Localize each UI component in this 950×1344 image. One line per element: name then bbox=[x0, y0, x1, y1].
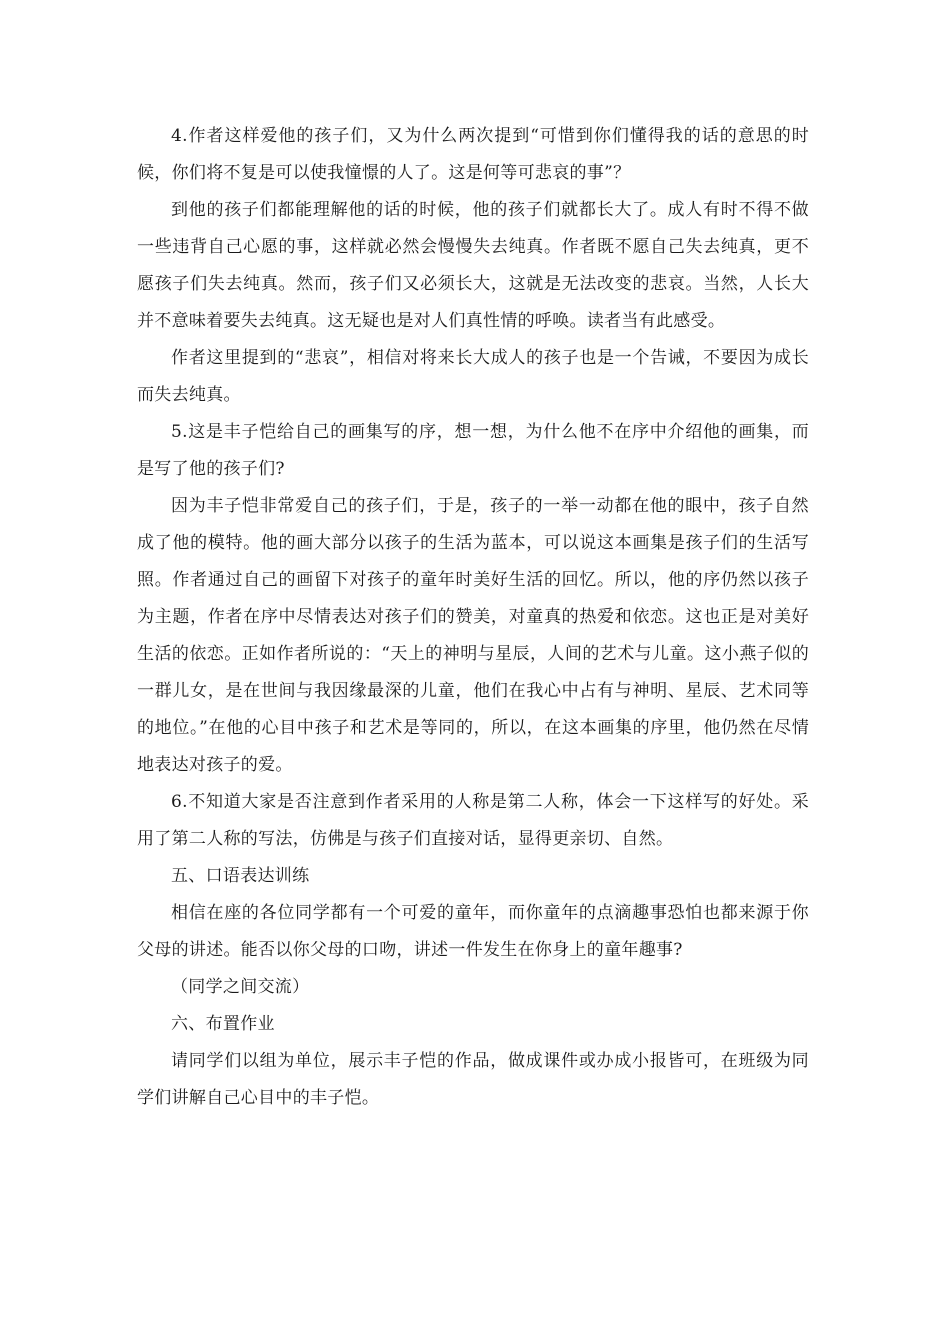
homework-paragraph: 请同学们以组为单位，展示丰子恺的作品，做成课件或办成小报皆可，在班级为同学们讲解自己心目中的丰子恺。 bbox=[137, 1051, 809, 1108]
section-heading-homework: 六、布置作业 bbox=[171, 1014, 275, 1034]
oral-training-paragraph: 相信在座的各位同学都有一个可爱的童年，而你童年的点滴趣事恐怕也都来源于你父母的讲述。能否以你父母的口吻，讲述一件发生在你身上的童年趣事? bbox=[137, 903, 809, 960]
answer-5-paragraph: 因为丰子恺非常爱自己的孩子们，于是，孩子的一举一动都在他的眼中，孩子自然成了他的模特。他的画大部分以孩子的生活为蓝本，可以说这本画集是孩子们的生活写照。作者通过自己的画留下对孩子的童年时美好生活的回忆。所以，他的序仍然以孩子为主题，作者在序中尽情表达对孩子们的赞美，对童真的热爱和依恋。这也正是对美好生活的依恋。正如作者所说的：“天上的神明与星辰，人间的艺术与儿童。这小燕子似的一群儿女，是在世间与我因缘最深的儿童，他们在我心中占有与神明、星辰、艺术同等的地位。”在他的心目中孩子和艺术是等同的，所以，在这本画集的序里，他仍然在尽情地表达对孩子的爱。 bbox=[137, 496, 809, 775]
question-6-paragraph: 6.不知道大家是否注意到作者采用的人称是第二人称，体会一下这样写的好处。采用了第二人称的写法，仿佛是与孩子们直接对话，显得更亲切、自然。 bbox=[137, 792, 809, 849]
question-4-paragraph: 4.作者这样爱他的孩子们，又为什么两次提到“可惜到你们懂得我的话的意思的时候，你们将不复是可以使我憧憬的人了。这是何等可悲哀的事”？ bbox=[137, 126, 809, 183]
answer-4-paragraph-1: 到他的孩子们都能理解他的话的时候，他的孩子们就都长大了。成人有时不得不做一些违背自己心愿的事，这样就必然会慢慢失去纯真。作者既不愿自己失去纯真，更不愿孩子们失去纯真。然而，孩子们又必须长大，这就是无法改变的悲哀。当然，人长大并不意味着要失去纯真。这无疑也是对人们真性情的呼唤。读者当有此感受。 bbox=[137, 200, 809, 331]
exchange-note: （同学之间交流） bbox=[171, 977, 310, 997]
document-page bbox=[137, 118, 809, 1117]
answer-4-paragraph-2: 作者这里提到的“悲哀”，相信对将来长大成人的孩子也是一个告诫，不要因为成长而失去纯真。 bbox=[137, 348, 809, 405]
question-5-paragraph: 5.这是丰子恺给自己的画集写的序，想一想，为什么他不在序中介绍他的画集，而是写了他的孩子们? bbox=[137, 422, 809, 479]
section-heading-oral-training: 五、口语表达训练 bbox=[171, 866, 310, 886]
